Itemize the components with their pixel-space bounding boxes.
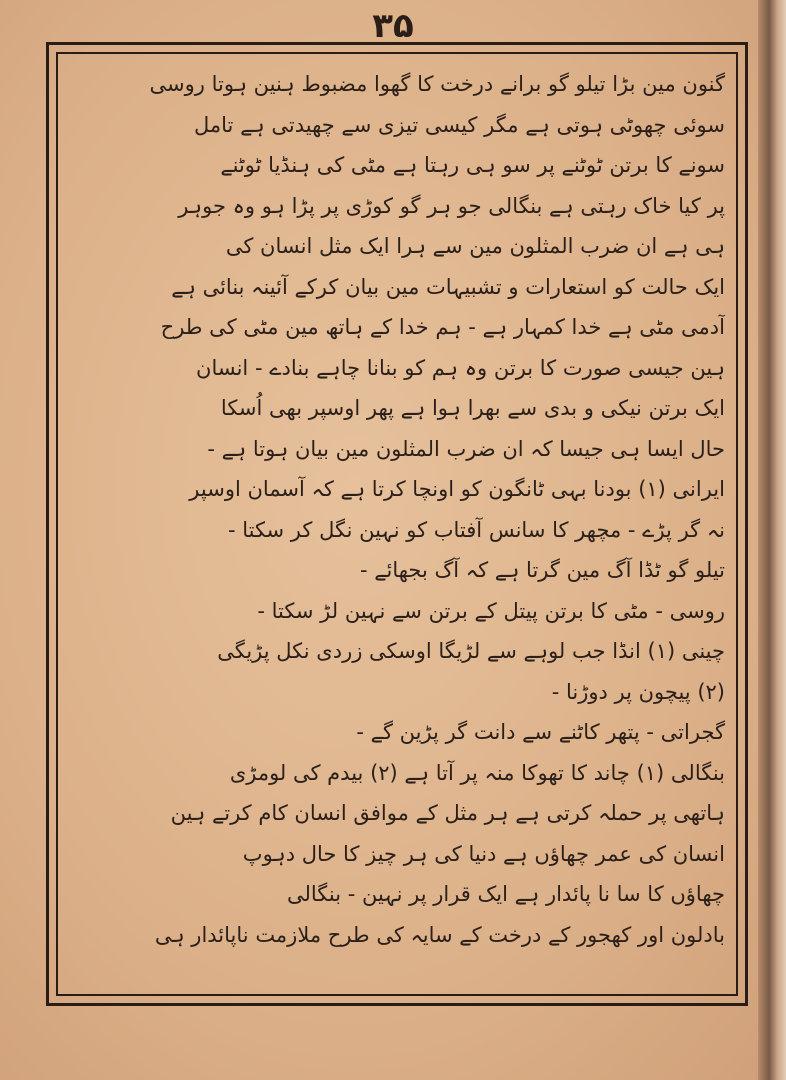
text-line: سونے کا برتن ٹوٹنے پر سو ہی رہتا ہے مٹی کی ہنڈیا ٹوٹنے <box>220 153 725 177</box>
text-line: بنگالی (۱) چاند کا تھوکا منہ پر آتا ہے (۲) بیدم کی لومڑی <box>229 760 725 785</box>
urdu-text-body <box>70 64 725 984</box>
text-line: سوئی چھوٹی ہوتی ہے مگر کیسی تیزی سے چھیدتی ہے تامل <box>194 112 725 137</box>
text-line: ایک برتن نیکی و بدی سے بھرا ہوا ہے پھر اوسپر بھی اُسکا <box>220 396 725 420</box>
book-spine <box>758 0 786 1080</box>
text-line: پر کیا خاک رہتی ہے بنگالی جو ہر گو کوڑی پر پڑا ہو وہ جوہر <box>178 193 725 218</box>
text-line: (۲) پیچون پر دوڑنا - <box>551 679 725 704</box>
text-line: گجراتی - پتھر کاٹنے سے دانت گر پڑین گے - <box>356 720 725 744</box>
text-line: چینی (۱) انڈا جب لوہے سے لڑیگا اوسکی زردی نکل پڑیگی <box>217 639 725 663</box>
text-line: تیلو گو ٹڈا آگ مین گرتا ہے کہ آگ بجھائے - <box>359 558 725 582</box>
page-number: ۳۵ <box>372 6 414 46</box>
text-line: انسان کی عمر چھاؤں ہے دنیا کی ہر چیز کا حال دہوپ <box>242 841 725 866</box>
text-line: چھاؤں کا سا نا پائدار ہے ایک قرار پر نہین - بنگالی <box>286 882 725 906</box>
text-line: ایک حالت کو استعارات و تشبیہات مین بیان کرکے آئینہ بنائی ہے <box>171 274 725 299</box>
text-line: ہی ہے ان ضرب المثلون مین سے ہرا ایک مثل انسان کی <box>225 234 725 258</box>
text-line: ہاتھی پر حملہ کرتی ہے ہر مثل کے موافق انسان کام کرتے ہین <box>170 801 725 825</box>
text-line: ہین جیسی صورت کا برتن وہ ہم کو بنانا چاہے بنادے - انسان <box>196 355 725 380</box>
text-line: بادلون اور کھجور کے درخت کے سایہ کی طرح ملازمت ناپائدار ہی <box>154 922 725 947</box>
text-line: آدمی مٹی ہے خدا کمہار ہے - ہم خدا کے ہاتھ مین مٹی کی طرح <box>160 315 725 339</box>
text-line: ایرانی (۱) بودنا بہی ٹانگون کو اونچا کرتا ہے کہ آسمان اوسپر <box>189 477 725 501</box>
text-line: روسی - مٹی کا برتن پیتل کے برتن سے نہین لڑ سکتا - <box>257 598 725 623</box>
text-line: حال ایسا ہی جیسا کہ ان ضرب المثلون مین بیان ہوتا ہے - <box>207 436 725 461</box>
text-line: نہ گر پڑے - مچھر کا سانس آفتاب کو نہین نگل کر سکتا - <box>227 517 725 542</box>
text-line: گنون مین بڑا تیلو گو برانے درخت کا گھوا مضبوط ہنین ہوتا روسی <box>149 72 725 96</box>
